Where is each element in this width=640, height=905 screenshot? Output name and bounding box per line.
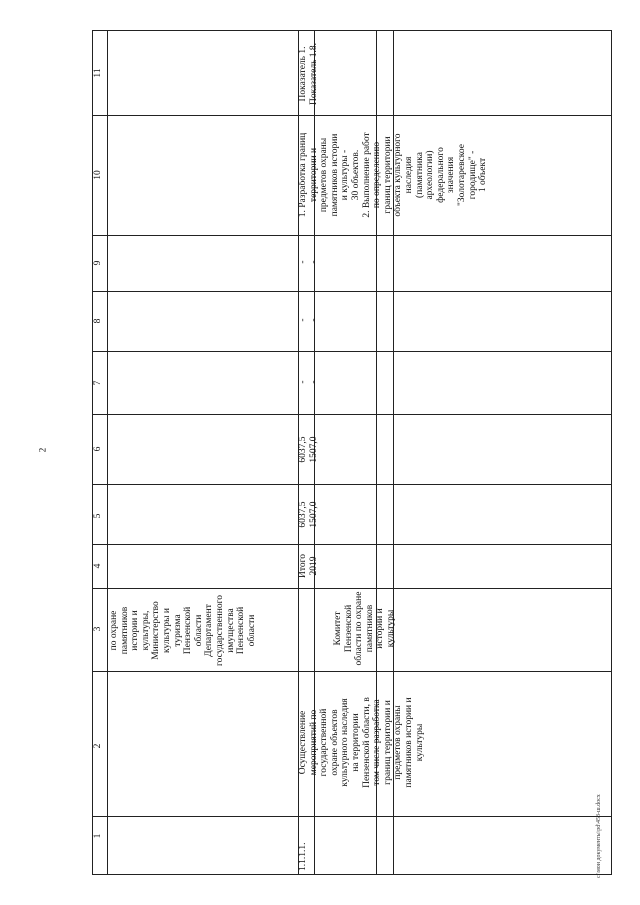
total-col9: - -: [298, 260, 319, 264]
col-number-1: 1: [93, 833, 103, 839]
row-number: 1.1.1.1.: [298, 842, 308, 871]
total-indicators: Показатель 1. Показатель 1.8.: [298, 42, 319, 106]
total-col6: 6037,5 1507,0: [298, 436, 319, 463]
col-number-11: 11: [93, 68, 103, 78]
col-number-10: 10: [93, 170, 103, 180]
cont-responsible-text: по охране памятников истории и культуры, Министерство культуры и туризма Пензенской области Департамент государственного имущества Пензенской области: [109, 594, 257, 667]
row-title: Осуществление мероприятий по государственной охране объектов культурного наследия на территории Пензенской области, в том числе разработка границ территории и предметов охраны памятников истории и культуры: [298, 697, 425, 788]
total-col5: 6037,5 1507,0: [298, 501, 319, 528]
total-results: 1. Разработка границ территории и предметов охраны памятников истории и культуры - 30 объектов. 2. Выполнение работ по определению границ территории объекта культурного наследия (памятника археологии) федерального значения "Золотаревское городище" - 1 объект: [298, 132, 489, 218]
total-col7: - -: [298, 380, 319, 384]
col-number-8: 8: [93, 318, 103, 324]
total-label: Итого 2019: [298, 553, 319, 579]
footer-path: c:\мои документы\pd\453-ш.docx: [596, 794, 602, 878]
rotated-table: [92, 30, 612, 875]
col-number-6: 6: [93, 446, 103, 452]
col-number-9: 9: [93, 260, 103, 266]
col-number-5: 5: [93, 513, 103, 519]
col-number-4: 4: [93, 563, 103, 569]
page-number: 2: [37, 447, 48, 453]
col-number-2: 2: [93, 743, 103, 749]
col-number-7: 7: [93, 380, 103, 386]
row-responsible: Комитет Пензенской области по охране памятников истории и культуры: [333, 591, 396, 666]
col-number-3: 3: [93, 626, 103, 632]
total-col8: - -: [298, 318, 319, 322]
